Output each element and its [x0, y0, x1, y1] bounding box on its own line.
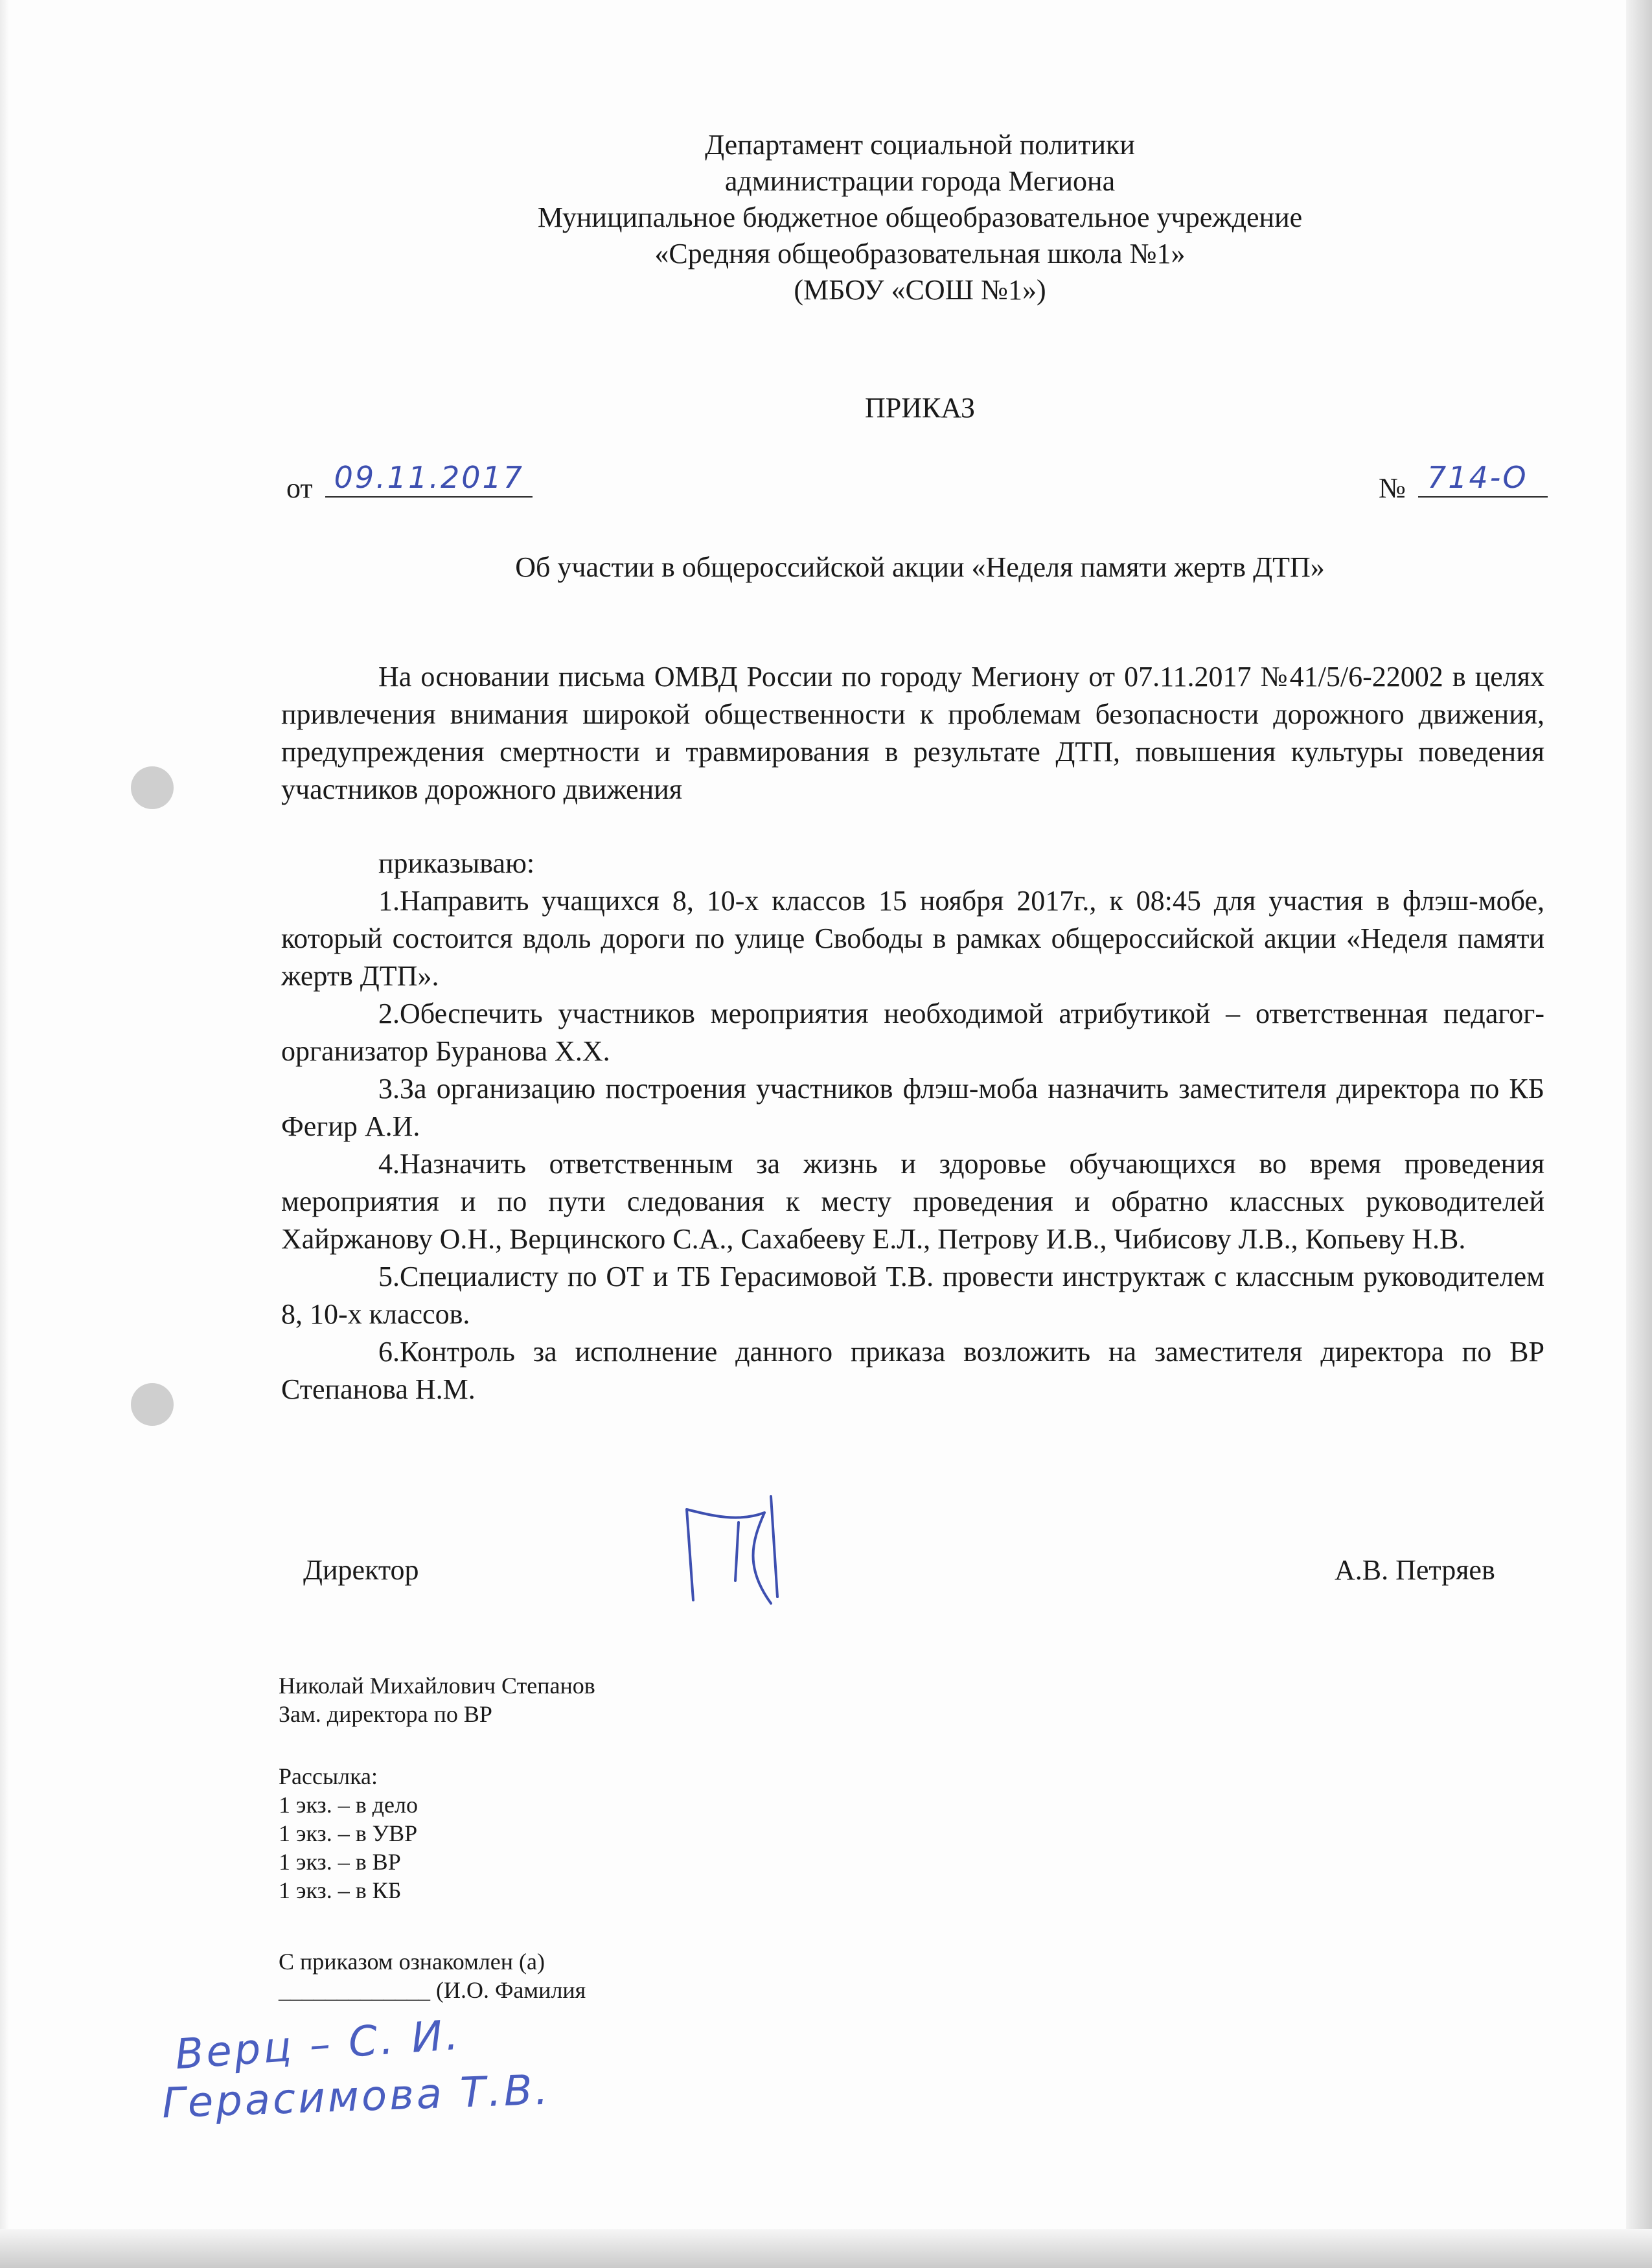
ack-handwritten: Герасимова Т.В.: [161, 2066, 552, 2128]
signature-title: Директор: [303, 1554, 419, 1586]
signature-name: А.В. Петряев: [1335, 1554, 1495, 1586]
letterhead: [279, 127, 1561, 308]
director-signature: [674, 1483, 803, 1613]
mailing-list: [279, 1762, 418, 1905]
scan-edge-right: [1626, 0, 1652, 2268]
document-type: ПРИКАЗ: [864, 392, 976, 424]
executor: [279, 1671, 595, 1728]
mailing-heading: Рассылка:: [279, 1763, 378, 1789]
letterhead-line: (МБОУ «СОШ №1»): [794, 274, 1046, 306]
order-item: 2.Обеспечить участников мероприятия необходимой атрибутикой – ответственная педагог-организатор Буранова Х.Х.: [281, 998, 1544, 1067]
letterhead-line: Департамент социальной политики: [705, 129, 1135, 161]
order-date: [286, 460, 533, 505]
order-subject: Об участии в общероссийской акции «Неделя памяти жертв ДТП»: [515, 551, 1325, 583]
order-item: 6.Контроль за исполнение данного приказа возложить на заместителя директора по ВР Степанова Н.М.: [281, 1336, 1544, 1405]
order-item: 4.Назначить ответственным за жизнь и здоровье обучающихся во время проведения мероприятия и по пути следования к месту проведения и обратно классных руководителей Хайржанову О.Н., Верцинского С.А., Сахабееву Е.Л., Петрову И.В., Чибисову Л.В., Копьеву Н.В.: [281, 1148, 1544, 1255]
executor-name: Николай Михайлович Степанов: [279, 1673, 595, 1699]
acknowledgement: [279, 1947, 586, 2004]
scan-edge-left: [0, 0, 9, 2268]
order-basis: [281, 658, 1544, 808]
order-head: приказываю:: [378, 847, 535, 879]
basis-paragraph: На основании письма ОМВД России по городу Мегиону от 07.11.2017 №41/5/6-22002 в целях привлечения внимания широкой общественности к проблемам безопасности дорожного движения, предупреждения смертности и травмирования в результате ДТП, повышения культуры поведения участников дорожного движения: [281, 661, 1544, 805]
date-handwritten: 09.11.2017: [334, 460, 525, 495]
scan-edge-bottom: [0, 2229, 1652, 2268]
ack-line: _____________ (И.О. Фамилия: [279, 1977, 586, 2003]
date-line: [325, 460, 533, 498]
letterhead-line: Муниципальное бюджетное общеобразовательное учреждение: [537, 201, 1303, 233]
mailing-line: 1 экз. – в КБ: [279, 1877, 402, 1903]
ack-heading: С приказом ознакомлен (а): [279, 1949, 545, 1975]
letterhead-line: «Средняя общеобразовательная школа №1»: [654, 238, 1186, 269]
ack-handwritten-signatures: [155, 2011, 803, 2138]
executor-position: Зам. директора по ВР: [279, 1701, 492, 1727]
order-item: 1.Направить учащихся 8, 10-х классов 15 ноября 2017г., к 08:45 для участия в флэш-мобе, который состоится вдоль дороги по улице Свободы в рамках общероссийской акции «Неделя памяти жертв ДТП».: [281, 885, 1544, 992]
punch-hole: [131, 766, 174, 809]
letterhead-line: администрации города Мегиона: [724, 165, 1116, 197]
number-line: [1418, 460, 1548, 498]
order-item: 3.За организацию построения участников флэш-моба назначить заместителя директора по КБ Фегир А.И.: [281, 1073, 1544, 1142]
order-item: 5.Специалисту по ОТ и ТБ Герасимовой Т.В. провести инструктаж с классным руководителем 8, 10-х классов.: [281, 1261, 1544, 1330]
mailing-line: 1 экз. – в УВР: [279, 1820, 418, 1846]
number-handwritten: 714-О: [1427, 460, 1528, 495]
date-prefix: от: [286, 472, 313, 504]
punch-hole: [131, 1383, 174, 1426]
order-number: [1379, 460, 1548, 505]
mailing-line: 1 экз. – в ВР: [279, 1849, 401, 1875]
mailing-line: 1 экз. – в дело: [279, 1792, 418, 1818]
number-prefix: №: [1379, 472, 1406, 504]
ack-handwritten: Верц – С. И.: [173, 2011, 463, 2079]
order-items: [281, 845, 1544, 1408]
